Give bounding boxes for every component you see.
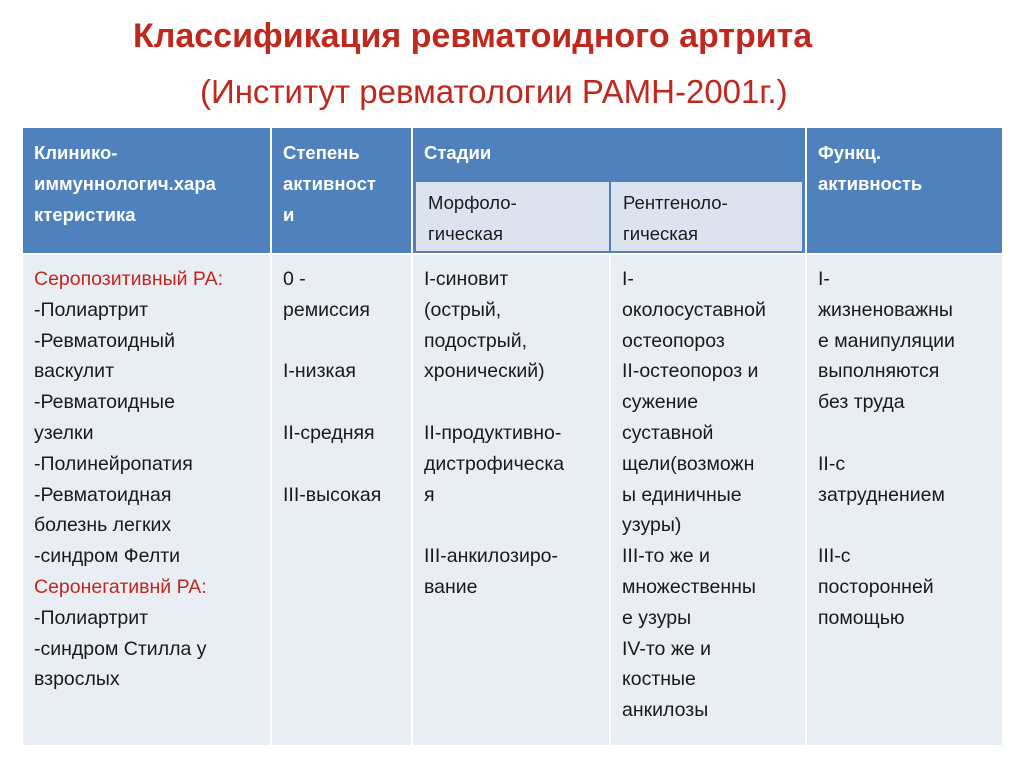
list-item: узелки (34, 421, 94, 444)
list-item: -Ревматоидная (34, 483, 172, 506)
seronegative-heading: Серонегативнй РА: (34, 575, 207, 598)
header-functional-activity: Функц. активность (807, 128, 1002, 253)
cell-clinical-characteristics (23, 255, 270, 745)
cell-activity-degree: 0 - ремиссия I-низкая II-средняя III-высокая (272, 255, 411, 745)
list-item: -Ревматоидные (34, 391, 175, 414)
list-item: -Полиартрит (34, 298, 149, 321)
list-item: васкулит (34, 360, 115, 383)
cell-radiological-stages: I- околосуставной остеопороз II-остеопороз и сужение суставной щели(возможн ы единичные узуры) III-то же и множественны е узуры IV-то же и костные анкилозы (611, 255, 805, 745)
list-item: болезнь легких (34, 514, 172, 537)
cell-morphological-stages: I-синовит (острый, подострый, хронический) II-продуктивно- дистрофическа я III-анкилозиро- вание (413, 255, 609, 745)
list-item: -Полинейропатия (34, 452, 193, 475)
title-main: Классификация ревматоидного артрита (133, 17, 813, 55)
header-radiological: Рентгеноло- гическая (611, 182, 802, 251)
list-item: -Ревматоидный (34, 329, 175, 352)
header-stages: Стадии (413, 128, 805, 253)
list-item: -синдром Фелти (34, 545, 181, 568)
header-morphological: Морфоло- гическая (416, 182, 609, 251)
cell-functional-activity: I- жизненоважны е манипуляции выполняются без труда II-с затруднением III-с посторонней помощью (807, 255, 1002, 745)
list-item: -синдром Стилла у (34, 637, 207, 660)
list-item: взрослых (34, 668, 120, 691)
seropositive-heading: Серопозитивный РА: (34, 268, 224, 290)
header-activity-degree: Степень активност и (272, 128, 411, 253)
header-clinical-characteristics: Клинико- иммуннологич.хара ктеристика (23, 128, 270, 253)
list-item: -Полиартрит (34, 606, 149, 629)
title-sub: (Институт ревматологии РАМН-2001г.) (200, 73, 788, 110)
